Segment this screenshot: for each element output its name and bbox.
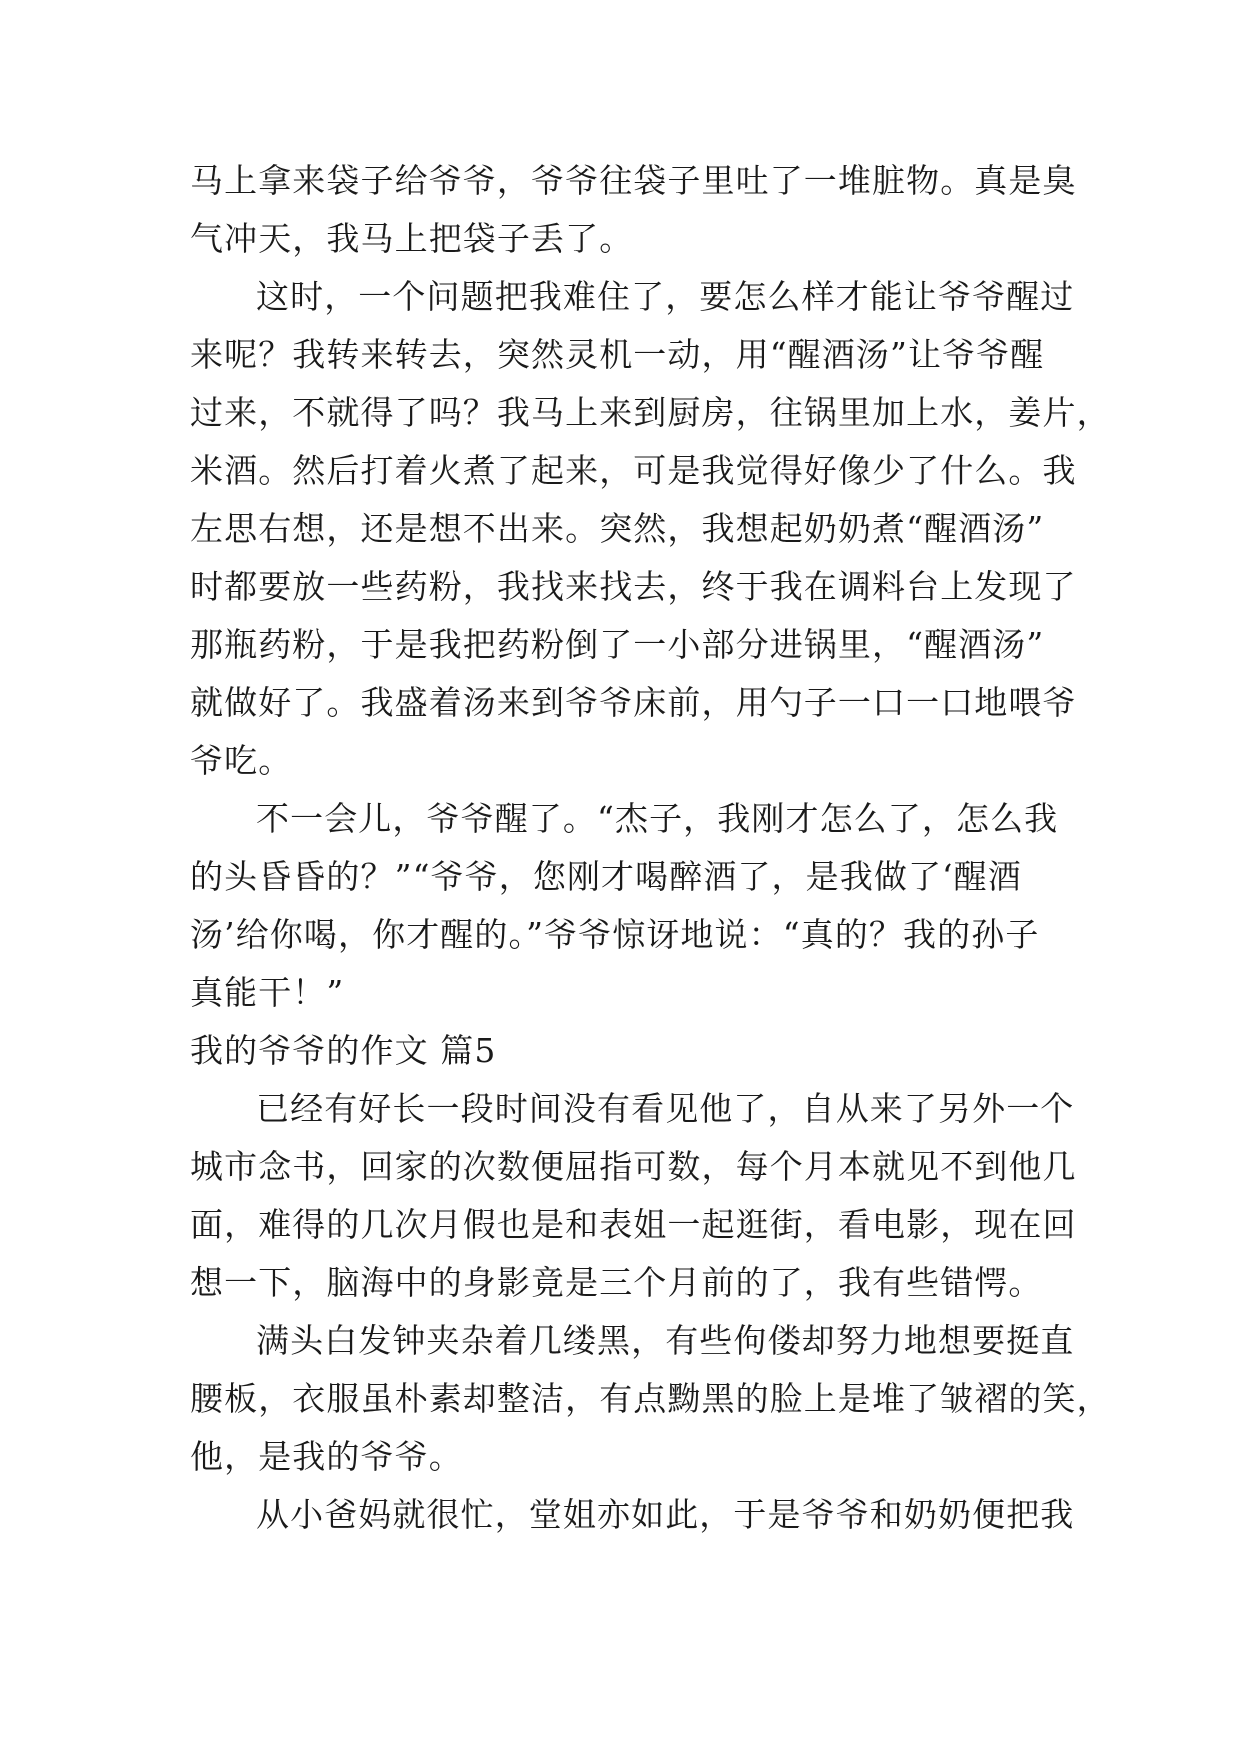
paragraph-line: 汤’给你喝，你才醒的。”爷爷惊讶地说：“真的？我的孙子 xyxy=(190,915,1040,954)
paragraph-line: 马上拿来袋子给爷爷，爷爷往袋子里吐了一堆脏物。真是臭 xyxy=(190,161,1077,200)
paragraph-1 xyxy=(190,152,1077,268)
paragraph-line: 腰板，衣服虽朴素却整洁，有点黝黑的脸上是堆了皱褶的笑， xyxy=(190,1379,1111,1418)
section-heading: 我的爷爷的作文 篇5 xyxy=(190,1031,497,1070)
paragraph-line: 不一会儿，爷爷醒了。“杰子，我刚才怎么了，怎么我 xyxy=(256,799,1059,838)
paragraph-2 xyxy=(190,268,1111,790)
paragraph-3 xyxy=(190,790,1060,1022)
document-page xyxy=(190,152,1111,1544)
paragraph-4 xyxy=(190,1080,1077,1312)
paragraph-line: 满头白发钟夹杂着几缕黑，有些佝偻却努力地想要挺直 xyxy=(256,1321,1075,1360)
paragraph-line: 想一下，脑海中的身影竟是三个月前的了，我有些错愕。 xyxy=(190,1263,1043,1302)
paragraph-line: 米酒。然后打着火煮了起来，可是我觉得好像少了什么。我 xyxy=(190,451,1077,490)
paragraph-5 xyxy=(190,1312,1111,1486)
paragraph-line: 来呢？我转来转去，突然灵机一动，用“醒酒汤”让爷爷醒 xyxy=(190,335,1045,374)
paragraph-line: 过来，不就得了吗？我马上来到厨房，往锅里加上水，姜片， xyxy=(190,393,1111,432)
paragraph-line: 的头昏昏的？”“爷爷，您刚才喝醉酒了，是我做了‘醒酒 xyxy=(190,857,1022,896)
paragraph-line: 爷吃。 xyxy=(190,741,293,780)
paragraph-line: 他，是我的爷爷。 xyxy=(190,1437,463,1476)
paragraph-line: 气冲天，我马上把袋子丢了。 xyxy=(190,219,634,258)
paragraph-line: 那瓶药粉，于是我把药粉倒了一小部分进锅里，“醒酒汤” xyxy=(190,625,1045,664)
paragraph-line: 已经有好长一段时间没有看见他了，自从来了另外一个 xyxy=(256,1089,1075,1128)
paragraph-line: 面，难得的几次月假也是和表姐一起逛街，看电影，现在回 xyxy=(190,1205,1077,1244)
paragraph-6 xyxy=(190,1486,1075,1544)
paragraph-line: 这时，一个问题把我难住了，要怎么样才能让爷爷醒过 xyxy=(256,277,1075,316)
paragraph-line: 时都要放一些药粉，我找来找去，终于我在调料台上发现了 xyxy=(190,567,1077,606)
paragraph-line: 从小爸妈就很忙，堂姐亦如此，于是爷爷和奶奶便把我 xyxy=(256,1495,1075,1534)
paragraph-line: 就做好了。我盛着汤来到爷爷床前，用勺子一口一口地喂爷 xyxy=(190,683,1077,722)
paragraph-line: 左思右想，还是想不出来。突然，我想起奶奶煮“醒酒汤” xyxy=(190,509,1045,548)
paragraph-line: 城市念书，回家的次数便屈指可数，每个月本就见不到他几 xyxy=(190,1147,1077,1186)
paragraph-line: 真能干！” xyxy=(190,973,345,1012)
